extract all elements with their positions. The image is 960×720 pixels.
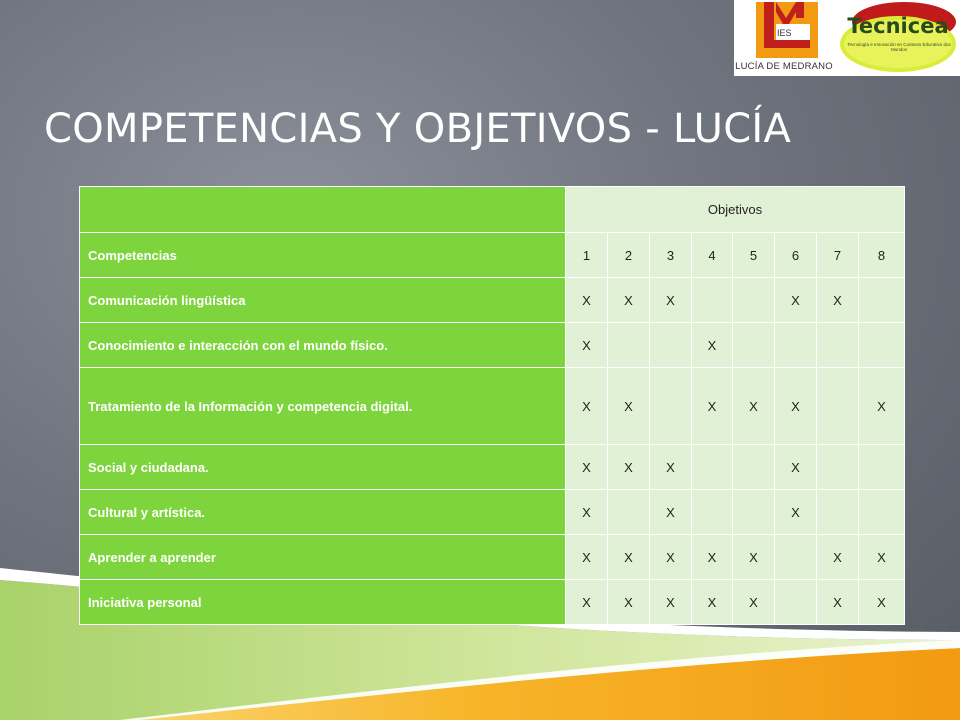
objective-column-header: 4	[692, 233, 733, 278]
table-row	[80, 580, 905, 625]
table-column-header-row	[80, 233, 905, 278]
objective-mark-cell	[733, 445, 775, 490]
objective-mark-cell: X	[733, 580, 775, 625]
objective-mark-cell	[733, 490, 775, 535]
table-corner-cell	[80, 187, 566, 233]
competency-label: Aprender a aprender	[80, 535, 566, 580]
objective-mark-cell: X	[608, 445, 650, 490]
objective-mark-cell: X	[692, 368, 733, 445]
competency-label: Conocimiento e interacción con el mundo físico.	[80, 323, 566, 368]
slide-title: COMPETENCIAS Y OBJETIVOS - LUCÍA	[44, 106, 792, 152]
competency-label: Social y ciudadana.	[80, 445, 566, 490]
objective-mark-cell: X	[566, 323, 608, 368]
table-row	[80, 490, 905, 535]
objective-mark-cell	[608, 323, 650, 368]
objectives-header: Objetivos	[566, 187, 905, 233]
objective-mark-cell: X	[608, 278, 650, 323]
objective-mark-cell	[733, 323, 775, 368]
objective-mark-cell: X	[859, 368, 905, 445]
objective-column-header: 3	[650, 233, 692, 278]
objective-mark-cell: X	[859, 580, 905, 625]
objective-column-header: 2	[608, 233, 650, 278]
objective-mark-cell: X	[608, 368, 650, 445]
objective-mark-cell	[692, 445, 733, 490]
objective-mark-cell	[775, 535, 817, 580]
objective-mark-cell: X	[566, 490, 608, 535]
table-row	[80, 535, 905, 580]
competencies-table	[79, 186, 905, 625]
logo-area	[734, 0, 960, 76]
competency-label: Comunicación lingüística	[80, 278, 566, 323]
objective-mark-cell	[817, 490, 859, 535]
objective-mark-cell: X	[608, 535, 650, 580]
objective-mark-cell: X	[566, 278, 608, 323]
objective-mark-cell: X	[775, 368, 817, 445]
objective-mark-cell	[817, 323, 859, 368]
ies-school-name: LUCÍA DE MEDRANO	[735, 61, 833, 72]
objective-mark-cell: X	[817, 278, 859, 323]
objective-mark-cell: X	[650, 490, 692, 535]
objective-mark-cell: X	[650, 535, 692, 580]
tecnicea-tagline: Tecnología e Innovación en Contexto Educativo dos Mundos	[847, 42, 951, 52]
objective-mark-cell: X	[566, 368, 608, 445]
table-row	[80, 445, 905, 490]
objective-mark-cell: X	[566, 580, 608, 625]
competency-label: Tratamiento de la Información y competencia digital.	[80, 368, 566, 445]
objective-mark-cell	[859, 445, 905, 490]
objective-mark-cell	[733, 278, 775, 323]
objective-mark-cell	[817, 368, 859, 445]
objective-mark-cell: X	[692, 535, 733, 580]
tecnicea-wordmark: Tecnicea	[847, 14, 949, 38]
table-row	[80, 368, 905, 445]
objective-mark-cell	[608, 490, 650, 535]
objective-mark-cell: X	[817, 535, 859, 580]
objective-column-header: 6	[775, 233, 817, 278]
objective-mark-cell	[692, 490, 733, 535]
objective-mark-cell: X	[775, 445, 817, 490]
objective-mark-cell: X	[650, 278, 692, 323]
objective-mark-cell	[650, 368, 692, 445]
table-row	[80, 278, 905, 323]
objective-mark-cell	[650, 323, 692, 368]
objective-mark-cell: X	[692, 323, 733, 368]
objective-mark-cell: X	[775, 278, 817, 323]
competency-label: Iniciativa personal	[80, 580, 566, 625]
table-row	[80, 323, 905, 368]
tecnicea-logo-icon	[836, 0, 960, 76]
objective-mark-cell: X	[733, 535, 775, 580]
ies-logo-label: IES	[777, 28, 792, 38]
objective-mark-cell: X	[817, 580, 859, 625]
objective-mark-cell	[817, 445, 859, 490]
objective-mark-cell: X	[650, 445, 692, 490]
objective-column-header: 8	[859, 233, 905, 278]
objective-mark-cell: X	[859, 535, 905, 580]
objective-column-header: 7	[817, 233, 859, 278]
competencies-header: Competencias	[80, 233, 566, 278]
objective-mark-cell: X	[733, 368, 775, 445]
objective-mark-cell	[775, 323, 817, 368]
objective-mark-cell	[859, 278, 905, 323]
objective-column-header: 1	[566, 233, 608, 278]
objective-mark-cell	[859, 490, 905, 535]
objective-mark-cell: X	[650, 580, 692, 625]
objective-mark-cell: X	[692, 580, 733, 625]
objective-mark-cell	[775, 580, 817, 625]
objective-mark-cell	[692, 278, 733, 323]
objective-mark-cell: X	[775, 490, 817, 535]
competency-label: Cultural y artística.	[80, 490, 566, 535]
objective-mark-cell: X	[608, 580, 650, 625]
objective-mark-cell: X	[566, 445, 608, 490]
objective-mark-cell	[859, 323, 905, 368]
objective-mark-cell: X	[566, 535, 608, 580]
table-group-header-row	[80, 187, 905, 233]
objective-column-header: 5	[733, 233, 775, 278]
